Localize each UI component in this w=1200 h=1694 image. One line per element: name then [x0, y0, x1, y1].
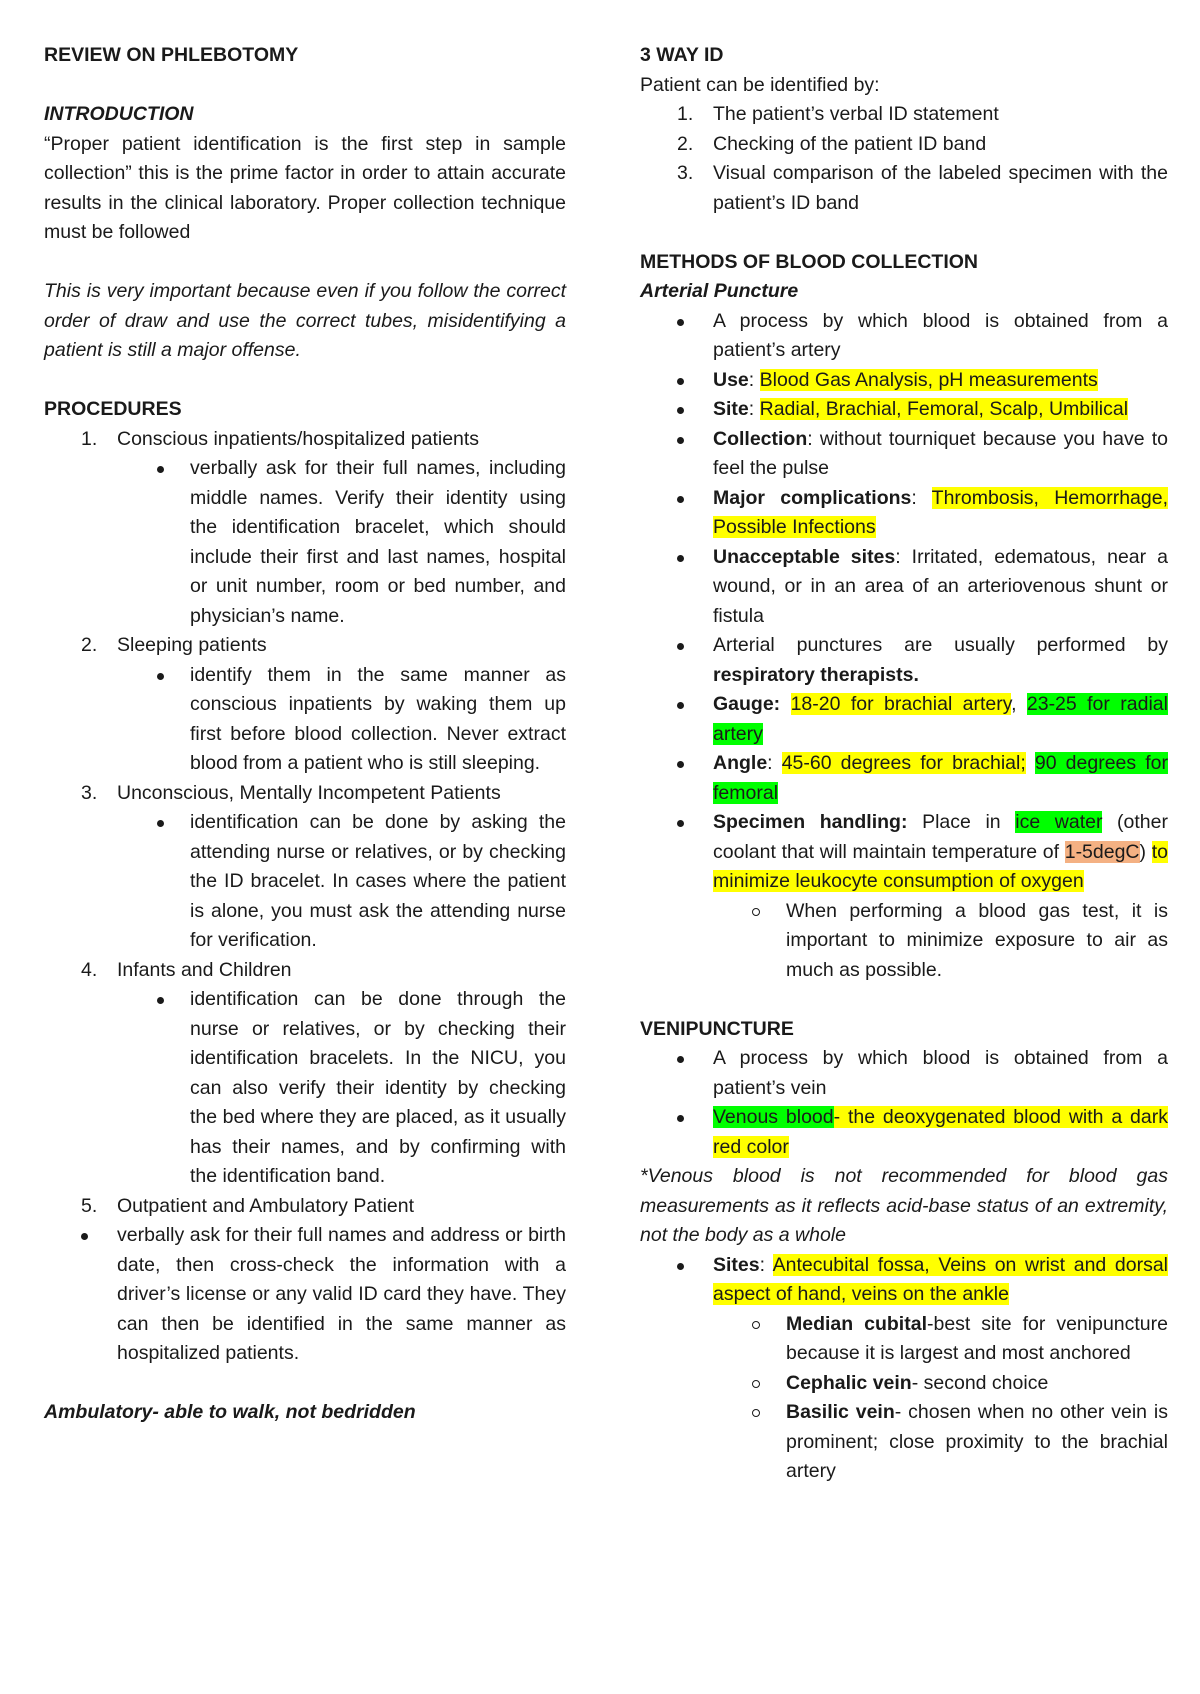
id-text: Checking of the patient ID band	[713, 132, 987, 155]
methods-heading: METHODS OF BLOOD COLLECTION	[640, 250, 978, 273]
procedures-list	[44, 425, 566, 455]
procedure-item	[44, 779, 566, 809]
venipuncture-sites-list	[640, 1251, 1168, 1310]
basilic-label: Basilic vein	[786, 1401, 895, 1423]
performed-bold: respiratory therapists.	[713, 663, 919, 686]
venous-value: - the deoxygenated blood with a dark red color	[713, 1106, 1168, 1158]
procedure-detail: verbally ask for their full names and address or birth date, then cross-check the information with a driver’s license or any valid ID card they have. They can then be identified in the same manner as hospitalized patients.	[44, 1221, 566, 1369]
angle-brachial: 45-60 degrees for brachial;	[781, 752, 1026, 774]
venous-blood	[640, 1103, 1168, 1162]
collection-value: : without tourniquet because you have to feel the pulse	[713, 427, 1168, 479]
blood-gas-note: When performing a blood gas test, it is important to minimize exposure to air as much as possible.	[640, 897, 1168, 986]
arterial-heading: Arterial Puncture	[640, 280, 799, 302]
specimen-label: Specimen handling:	[713, 811, 908, 833]
arterial-specimen	[640, 808, 1168, 897]
use-label: Use	[713, 368, 749, 391]
gauge-brachial: 18-20 for brachial artery	[790, 693, 1012, 715]
procedure-number: 2.	[81, 634, 98, 656]
specimen-purpose: to minimize leukocyte consumption of oxygen	[713, 840, 1168, 892]
three-way-id-heading: 3 WAY ID	[640, 44, 724, 66]
basilic-value: - chosen when no other vein is prominent; close proximity to the brachial artery	[786, 1401, 1168, 1482]
procedure-item	[44, 1192, 566, 1222]
specimen-text-2: (other coolant that will maintain temperature of	[713, 811, 1168, 863]
angle-femoral: 90 degrees for femoral	[713, 752, 1168, 804]
procedure-details	[44, 808, 566, 956]
venous-label: Venous blood	[713, 1106, 834, 1128]
procedure-label: Conscious inpatients/hospitalized patients	[117, 427, 480, 450]
procedure-details	[44, 454, 566, 631]
median-label: Median cubital	[786, 1312, 927, 1335]
id-number: 1.	[677, 103, 694, 125]
arterial-definition: A process by which blood is obtained from a patient’s artery	[640, 307, 1168, 366]
performed-text: Arterial punctures are usually performed by	[713, 634, 1168, 656]
procedures-list	[44, 1192, 566, 1222]
procedure-number: 5.	[81, 1194, 98, 1217]
arterial-complications: Major complications: Thrombosis, Hemorrhage, Possible Infections	[640, 484, 1168, 543]
arterial-site: Site: Radial, Brachial, Femoral, Scalp, Umbilical	[640, 395, 1168, 425]
cephalic-label: Cephalic vein	[786, 1371, 912, 1394]
procedure-details	[44, 1221, 566, 1369]
gauge-radial: 23-25 for radial artery	[713, 693, 1168, 745]
site-label: Site	[713, 398, 749, 420]
specimen-temp: 1-5degC	[1064, 840, 1140, 863]
arterial-gauge: Gauge: 18-20 for brachial artery, 23-25 for radial artery	[640, 690, 1168, 749]
left-column	[44, 41, 566, 1428]
introduction-text: “Proper patient identification is the first step in sample collection” this is the prime factor in order to attain accurate results in the clinical laboratory. Proper collection technique must be followed	[44, 132, 566, 243]
gauge-label: Gauge:	[713, 693, 781, 715]
procedure-item	[44, 956, 566, 986]
procedure-item	[44, 631, 566, 661]
ambulatory-note: Ambulatory- able to walk, not bedridden	[44, 1401, 416, 1423]
procedure-number: 3.	[81, 781, 98, 804]
specimen-text-3: )	[1139, 840, 1152, 863]
id-item	[640, 100, 1168, 130]
arterial-unacceptable	[640, 543, 1168, 632]
site-value: Radial, Brachial, Femoral, Scalp, Umbilical	[759, 398, 1129, 420]
id-number: 3.	[677, 162, 694, 184]
procedure-detail: identification can be done through the nurse or relatives, or by checking their identification bracelets. In the NICU, you can also verify their identity by checking the bed where they are placed, as it usually has their names, and by confirming with the identification band.	[44, 985, 566, 1192]
venipuncture-definition: A process by which blood is obtained from a patient’s vein	[640, 1044, 1168, 1103]
venipuncture-list	[640, 1044, 1168, 1162]
procedure-details	[44, 985, 566, 1192]
sites-label: Sites	[713, 1253, 760, 1276]
unacceptable-value: : Irritated, edematous, near a wound, or in an area of an arteriovenous shunt or fistula	[713, 545, 1168, 627]
arterial-angle: Angle: 45-60 degrees for brachial; 90 degrees for femoral	[640, 749, 1168, 808]
introduction-heading: INTRODUCTION	[44, 103, 194, 125]
arterial-performed	[640, 631, 1168, 690]
three-way-id-list	[640, 100, 1168, 218]
id-item	[640, 130, 1168, 160]
procedures-list	[44, 779, 566, 809]
venous-note: *Venous blood is not recommended for blood gas measurements as it reflects acid-base status of an extremity, not the body as a whole	[640, 1165, 1168, 1246]
angle-label: Angle	[713, 752, 768, 774]
id-item	[640, 159, 1168, 218]
procedure-label: Unconscious, Mentally Incompetent Patients	[117, 781, 501, 804]
veins-list	[640, 1310, 1168, 1487]
arterial-collection	[640, 425, 1168, 484]
introduction-note: This is very important because even if you follow the correct order of draw and use the correct tubes, misidentifying a patient is still a major offense.	[44, 280, 566, 361]
id-number: 2.	[677, 132, 694, 155]
procedure-label: Infants and Children	[117, 958, 292, 981]
specimen-ice: ice water	[1015, 811, 1103, 833]
median-value: -best site for venipuncture because it is largest and most anchored	[786, 1312, 1168, 1364]
procedure-detail: identify them in the same manner as conscious inpatients by waking them up first before blood collection. Never extract blood from a patient who is still sleeping.	[44, 661, 566, 779]
arterial-sublist	[640, 897, 1168, 986]
median-cubital	[640, 1310, 1168, 1369]
procedures-heading: PROCEDURES	[44, 398, 182, 420]
right-column	[640, 41, 1168, 1487]
procedure-details	[44, 661, 566, 779]
basilic-vein	[640, 1398, 1168, 1487]
procedure-detail: identification can be done by asking the attending nurse or relatives, or by checking the ID bracelet. In cases where the patient is alone, you must ask the attending nurse for verification.	[44, 808, 566, 956]
document-title: REVIEW ON PHLEBOTOMY	[44, 44, 299, 66]
procedure-label: Outpatient and Ambulatory Patient	[117, 1194, 415, 1217]
procedures-list	[44, 956, 566, 986]
procedure-label: Sleeping patients	[117, 634, 267, 656]
procedure-detail: verbally ask for their full names, including middle names. Verify their identity using the identification bracelet, which should include their first and last names, hospital or unit number, room or bed number, and physician’s name.	[44, 454, 566, 631]
specimen-text-1: Place in	[907, 811, 1016, 833]
sites-value: Antecubital fossa, Veins on wrist and dorsal aspect of hand, veins on the ankle	[713, 1253, 1168, 1305]
arterial-use: Use: Blood Gas Analysis, pH measurements	[640, 366, 1168, 396]
procedures-list	[44, 631, 566, 661]
id-text: The patient’s verbal ID statement	[713, 103, 999, 125]
procedure-number: 1.	[81, 427, 98, 450]
complications-label: Major complications	[713, 486, 912, 509]
cephalic-value: - second choice	[911, 1371, 1049, 1394]
complications-value: Thrombosis, Hemorrhage, Possible Infections	[713, 486, 1168, 538]
procedure-item	[44, 425, 566, 455]
venipuncture-sites: Sites: Antecubital fossa, Veins on wrist and dorsal aspect of hand, veins on the ankle	[640, 1251, 1168, 1310]
three-way-id-intro: Patient can be identified by:	[640, 73, 880, 96]
venipuncture-heading: VENIPUNCTURE	[640, 1017, 794, 1040]
id-text: Visual comparison of the labeled specimen with the patient’s ID band	[713, 162, 1168, 214]
arterial-list	[640, 307, 1168, 897]
cephalic-vein	[640, 1369, 1168, 1399]
procedure-number: 4.	[81, 958, 98, 981]
use-value: Blood Gas Analysis, pH measurements	[759, 368, 1098, 391]
collection-label: Collection	[713, 427, 808, 450]
unacceptable-label: Unacceptable sites	[713, 545, 896, 568]
